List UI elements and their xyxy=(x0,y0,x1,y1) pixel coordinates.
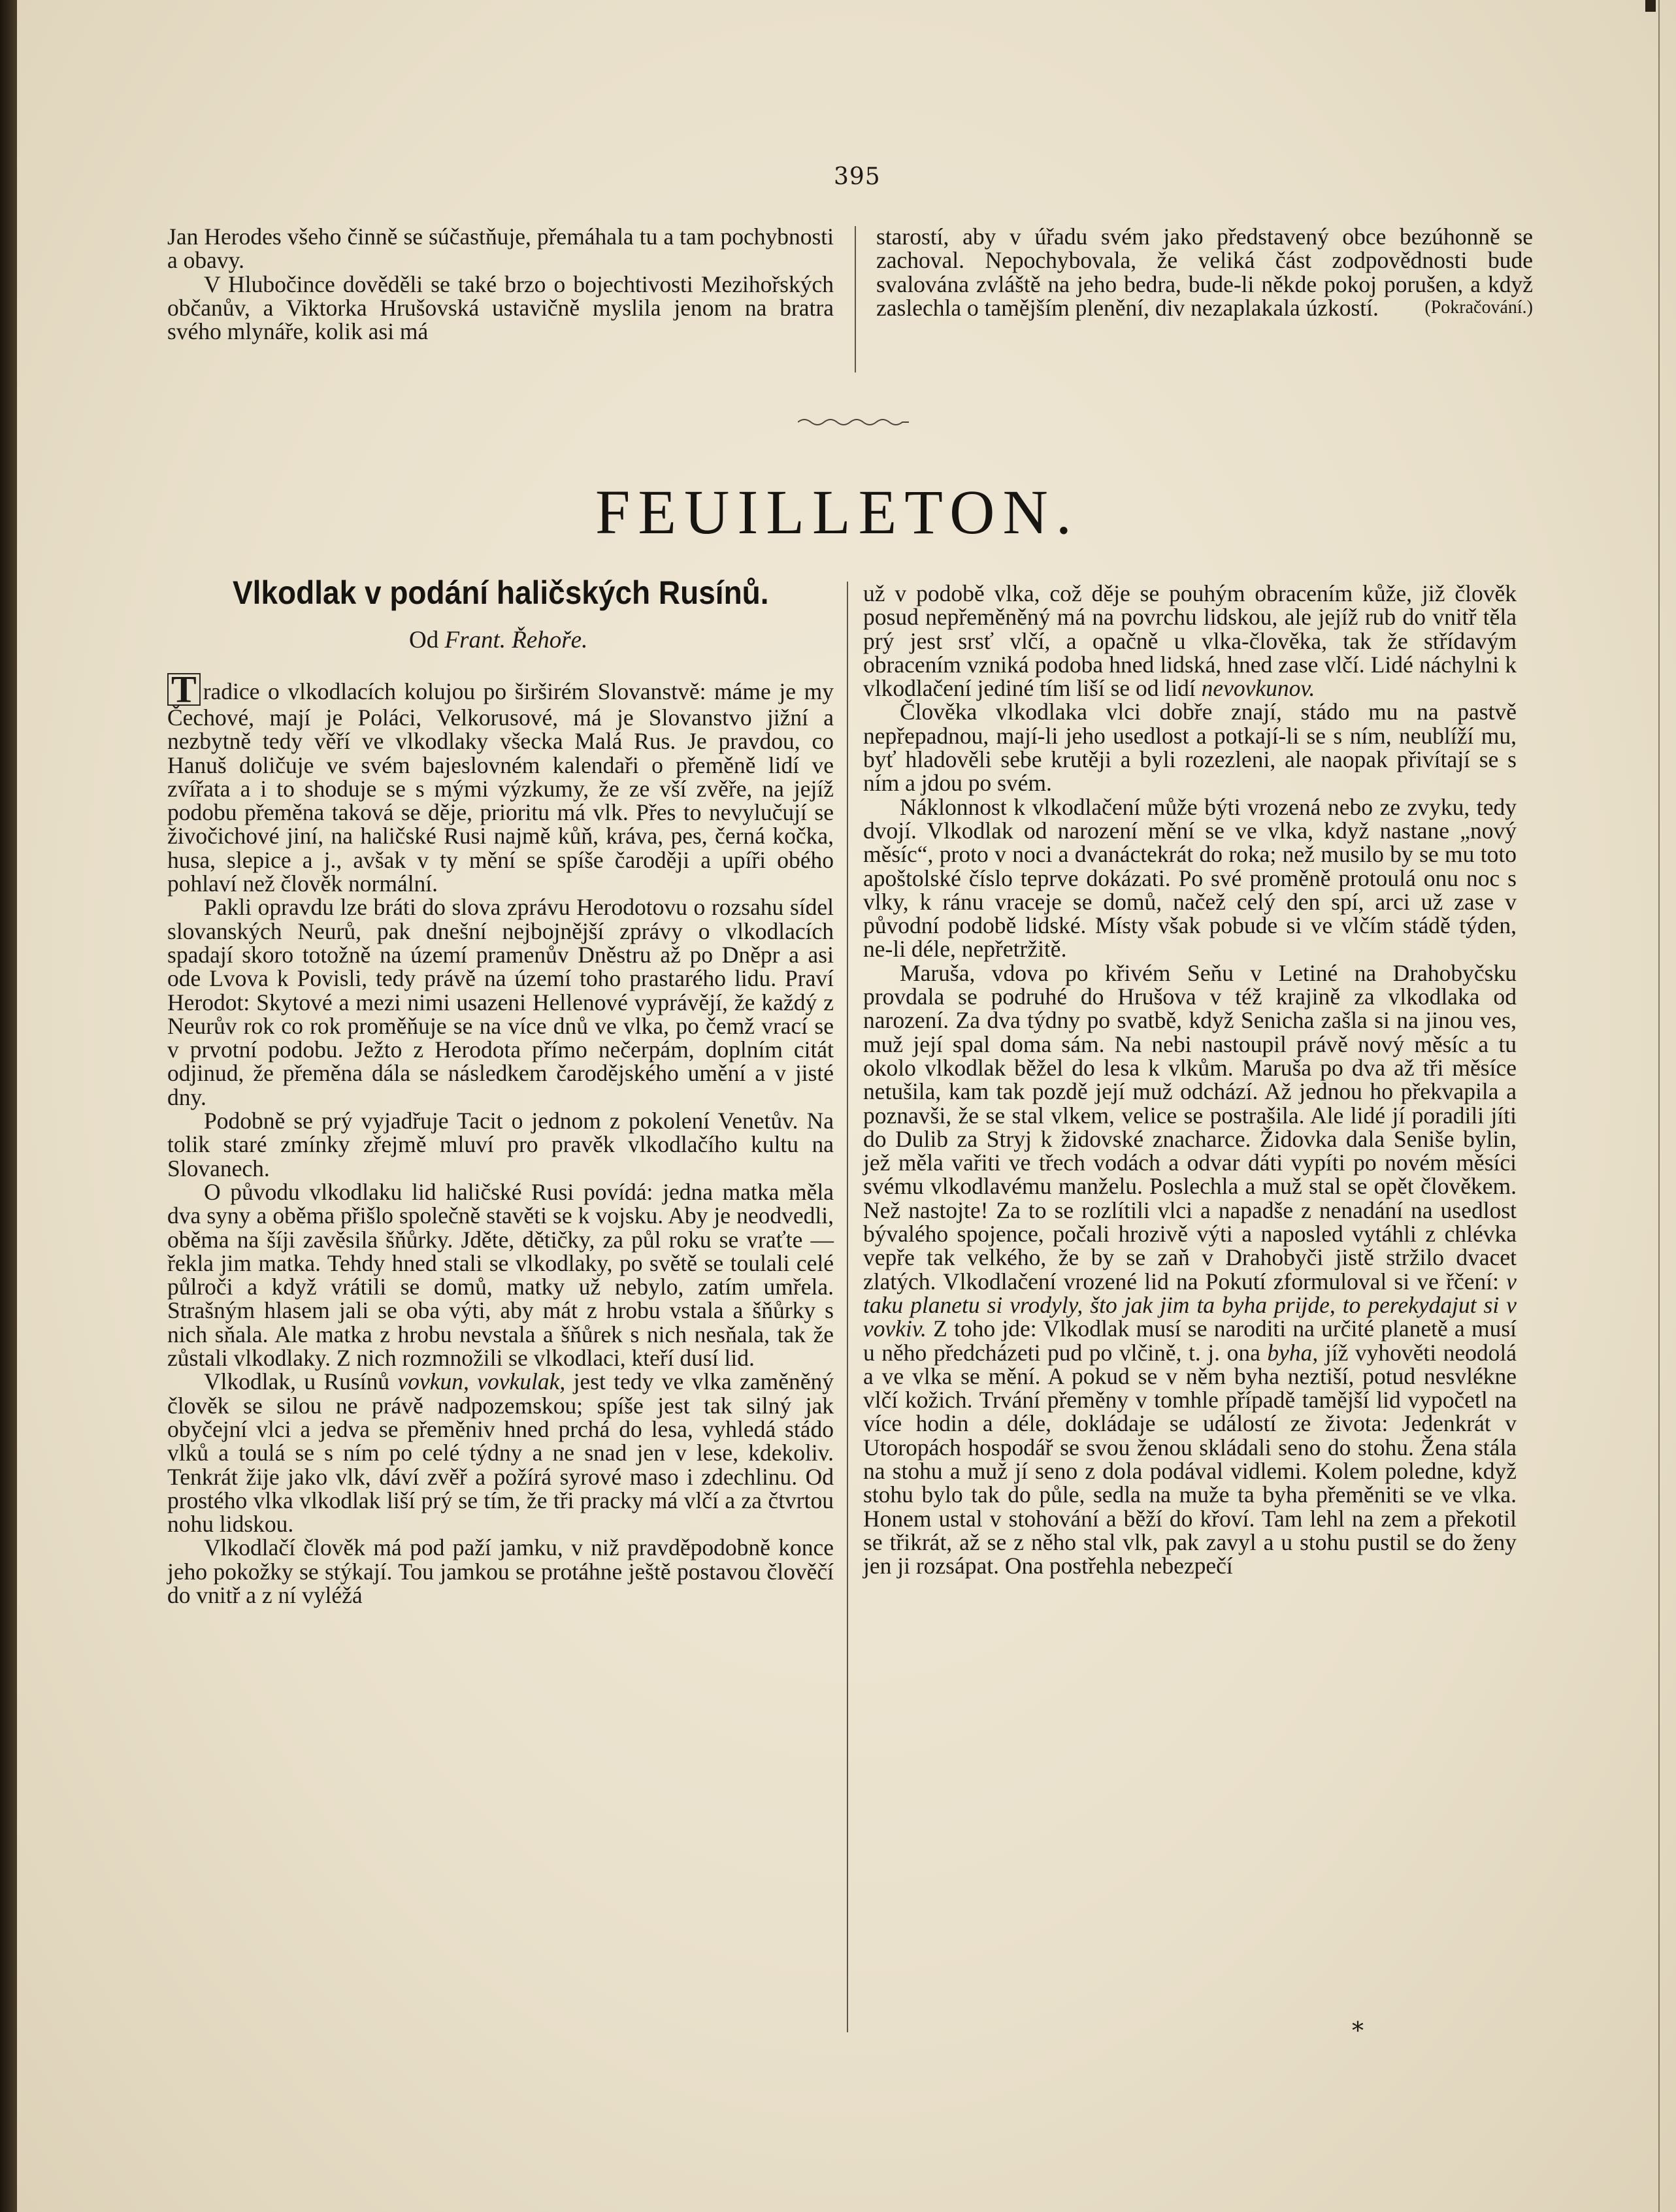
paragraph: Pakli opravdu lze bráti do slova zprávu Herodotovu o rozsahu sídel slovanských Neurů, pak dnešní nejbojnější zprávy o vlkodlacích spadají skoro totožně na území pramenův Dněstru až po Dněpr a asi ode Lvova k Povisli, tedy právě na území toho prastarého lidu. Praví Herodot: Skytové a mezi nimi usazeni Hellenové vyprávějí, že každý z Neurův rok co rok proměňuje se na více dnů ve vlka, po čemž vrací se v prvotní podobu. Ježto z Herodota přímo nečerpám, doplním citát odjinud, že přeměna dála se následkem čarodějského umění a v jisté dny. xyxy=(167,894,834,1110)
proverb: v taku planetu si vrodyly, što jak jim ta byha prijde, to perekydajut si v vovkiv. xyxy=(863,1268,1517,1342)
byline-prefix: Od xyxy=(409,627,439,653)
paragraph: Náklonnost k vlkodlačení může býti vrozená nebo ze zvyku, tedy dvojí. Vlkodlak od narození mění se ve vlka, když nastane „nový měsíc“, proto v noci a dvanáctekrát do roka; než musilo by se mu toto apoštolské číslo teprve dokázati. Po své proměně protoulá onu noc s vlky, k ránu vraceje se domů, načež celý den spí, arci už zase v původní podobě lidské. Místy však pobude si ve vlčím stádě týden, ne-li déle, nepřetržitě. xyxy=(863,793,1517,963)
rusyn-term: byha, xyxy=(1267,1339,1319,1366)
paragraph: O původu vlkodlaku lid haličské Rusi povídá: jedna matka měla dva syny a oběma přišlo společně stavěti se k vojsku. Aby je neodvedli, oběma na šíji zavěsila šňůrky. Jděte, dětičky, za půl roku se vraťte — řekla jim matka. Tehdy hned stali se vlkodlaky, po světě se toulali celé půlroči a když vrátili se domů, matky už nebylo, zatím umřela. Strašným hlasem jali se oba výti, aby mát z hrobu vstala a šňůrky s nich sňala. Ale matka z hrobu nevstala a šňůrek s nich nesňala, tak že zůstali vlkodlaky. Z nich rozmnožili se vlkodlaci, kteří dusí lid. xyxy=(167,1178,834,1372)
article-right-column xyxy=(863,582,1517,1577)
paragraph xyxy=(167,668,834,897)
book-binding xyxy=(0,0,17,2212)
paragraph: V Hlubočince dověděli se také brzo o bojechtivosti Mezihořských občanův, a Viktorka Hrušovská ustavičně myslila jenom na bratra svého mlynáře, kolik asi má xyxy=(167,271,834,345)
ornament-divider xyxy=(798,414,909,427)
previous-article-right-column xyxy=(876,225,1533,320)
paragraph-text: jest tedy ve vlka zaměněný člověk se silou ne právě nadpozemskou; spíše jest tak silný jak obyčejní vlci a jedva se přeměniv hned prchá do lesa, vyhledá stádo vlků a toulá se s ním po celé týdny a ne snad jen v lese, kdekoliv. Tenkrát žije jako vlk, dáví zvěř a požírá syrové maso i zdechlinu. Od prostého vlka vlkodlak liší prý se tím, že tři pracky má vlčí a za čtvrtou nohu lidskou. xyxy=(167,1368,834,1538)
signature-mark: * xyxy=(1352,2018,1364,2045)
paragraph: Jan Herodes všeho činně se súčastňuje, přemáhala tu a tam pochybnosti a obavy. xyxy=(167,223,834,274)
paragraph-text: Vlkodlak, u Rusínů xyxy=(204,1368,390,1395)
paragraph-text: radice o vlkodlacích kolujou po širširém Slovanstvě: máme je my Čechové, mají je Poláci, Velkorusové, má je Slovanstvo jižní a nezbytně tedy věří ve vlkodlaky všecka Malá Rus. Je pravdou, co Hanuš doličuje ve svém bajeslovném kalendaři o přeměně lidí ve zvířata a i to shoduje se s mými výzkumy, že ze vší zvěře, na jejíž podobu přeměna taková se děje, prioritu má vlk. Přes to nevylučují se živočichové jiní, na haličské Rusi najmě kůň, kráva, pes, černá kočka, husa, slepice a j., avšak v ty mění se spíše čaroději a upíři obého pohlaví než člověk normální. xyxy=(167,678,834,897)
paragraph: Podobně se prý vyjadřuje Tacit o jednom z pokolení Venetův. Na tolik staré zmínky zřejmě mluví pro pravěk vlkodlačího kultu na Slovanech. xyxy=(167,1108,834,1181)
journal-page xyxy=(17,0,1676,2212)
paragraph-text: už v podobě vlka, což děje se pouhým obracením kůže, již člověk posud nepřeměněný má na povrchu lidskou, ale jejíž rub do vnitř těla prý jest srsť vlčí, a opačně u vlka-člověka, tak že střídavým obracením vzniká podoba hned lidská, hned zase vlčí. Lidé náchylni k vlkodlačení jediné tím liší se od lidí xyxy=(863,580,1517,702)
paragraph: Člověka vlkodlaka vlci dobře znají, stádo mu na pastvě nepřepadnou, mají-li jeho usedlost a potkají-li se s ním, neublíží mu, byť hladověli sebe krutěji a byli rozezleni, ale naopak přivítají se s ním a jdou po svém. xyxy=(863,699,1517,797)
paragraph-text: starostí, aby v úřadu svém jako představený obce bezúhonně se zachoval. Nepochybovala, že veliká část zodpovědnosti bude svalována zvláště na jeho bedra, bude-li někde pokoj porušen, a když zaslechla o tamějším plenění, div nezaplakala úzkostí. xyxy=(876,223,1533,321)
paragraph: Vlkodlačí člověk má pod paží jamku, v niž pravděpodobně konce jeho pokožky se stýkají. Tou jamkou se protáhne ještě postavou člověčí do vnitř a z ní vyléžá xyxy=(167,1534,834,1608)
page-edge-line xyxy=(1658,0,1660,2212)
continuation-note: (Pokračování.) xyxy=(1424,297,1533,318)
page-number: 395 xyxy=(834,163,881,190)
page-corner-mark xyxy=(1645,0,1656,12)
article-left-column xyxy=(167,668,834,1608)
author-name: Frant. Řehoře. xyxy=(444,627,588,653)
paragraph xyxy=(863,961,1517,1578)
section-heading: FEUILLETON. xyxy=(595,477,1079,547)
column-rule xyxy=(855,226,856,372)
paragraph-text: Maruša, vdova po křivém Seňu v Letiné na Drahobyčsku provdala se podruhé do Hrušova v též krajině za vlkodlaka od narození. Za dva týdny po svatbě, když Senicha zašla si na jinou ves, muž její spal doma sám. Na nebi nastoupil právě nový měsíc a tu okolo vlkodlak běžel do lesa k vlkům. Maruša po dva až tři měsíce netušila, kam tak pozdě její muž odchází. Až jednou ho překvapila a poznavši, že se stal vlkem, velice se postrašila. Ale lidé jí poradili jíti do Dulib za Stryj k židovské znacharce. Židovka dala Seniše bylin, jež měla vařiti ve třech vodách a odvar dáti vypíti po novém měsíci svému vlkodlavému manželu. Poslechla a muž stal se opět člověkem. Než nastojte! Za to se rozlítili vlci a napadše z nenadání na usedlost bývalého spojence, počali hrozivě výti a naposled vytáhli z chlévka vepře tak velkého, že by se zaň v Drahobyči jistě stržilo dvacet zlatých. Vlkodlačení vrozené lid na Pokutí zformuloval si ve řčení: xyxy=(863,959,1517,1295)
rusyn-term: nevovkunov. xyxy=(1201,675,1315,702)
paragraph xyxy=(167,1370,834,1536)
byline xyxy=(409,626,587,654)
rusyn-term: vovkun, vovkulak, xyxy=(397,1368,566,1395)
previous-article-left-column xyxy=(167,225,834,343)
article-title: Vlkodlak v podání haličských Rusínů. xyxy=(233,574,769,611)
paragraph-text: jíž vyhověti neodolá a ve vlka se mění. A pokud se v něm byha neztiší, potud nesvlékne vlčí kožich. Trvání přeměny v tomhle případě tamější lid vypočetl na více hodin a déle, dokládaje se událostí ze života: Jedenkrát v Utoropách hospodář se svou ženou skládali seno do stohu. Žena stála na stohu a muž jí seno z dola podával vidlemi. Kolem poledne, když stohu bylo tak do půle, sedla na muže ta byha přeměniti se ve vlka. Honem ustal v stohování a běží do křoví. Tam lehl na zem a překotil se třikrát, až se z něho stal vlk, pak zavyl a u stohu pustil se do ženy jen ji rozsápat. Ona postřehla nebezpečí xyxy=(863,1339,1517,1579)
paragraph xyxy=(863,582,1517,700)
paragraph-text: Z toho jde: Vlkodlak musí se naroditi na určité planetě a musí u něho předcházeti pud po vlčině, t. j. ona xyxy=(863,1315,1517,1366)
paragraph xyxy=(876,225,1533,320)
column-rule xyxy=(847,582,848,2032)
drop-initial: T xyxy=(167,673,201,706)
